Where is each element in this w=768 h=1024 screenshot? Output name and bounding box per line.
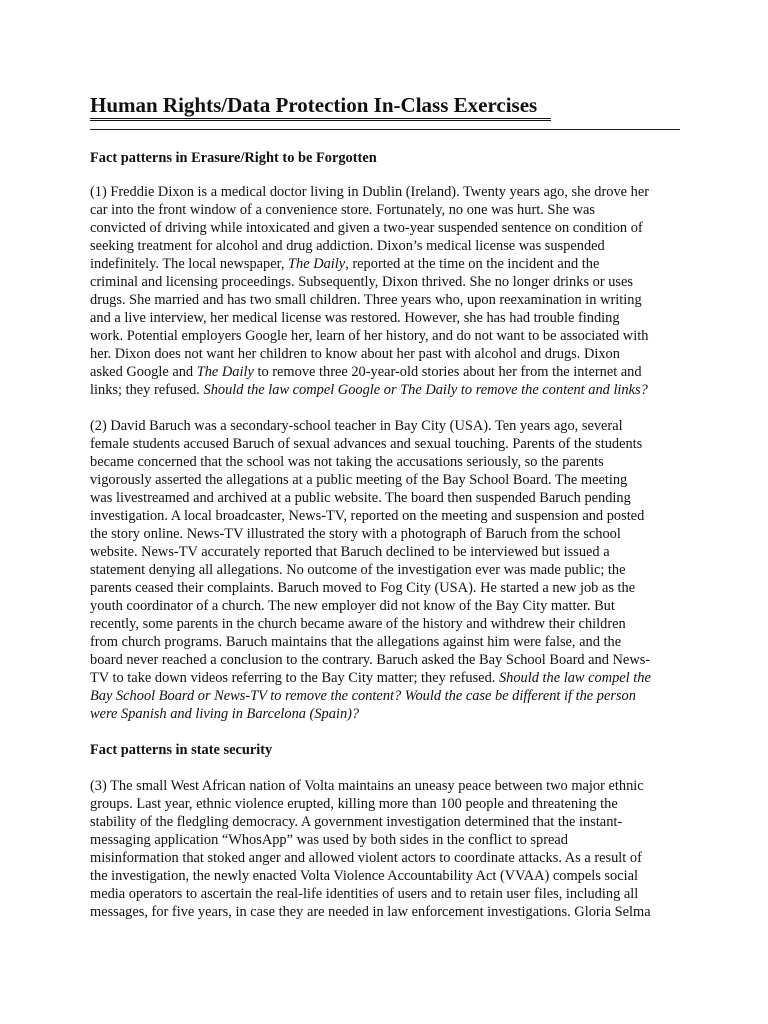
horizontal-rule	[90, 129, 680, 130]
text-line: investigation. A local broadcaster, News-TV, reported on the meeting and suspension and posted	[90, 508, 645, 524]
italic-text: The Daily	[288, 256, 346, 272]
text-segment: asked Google and	[90, 364, 197, 380]
text-line: website. News-TV accurately reported that Baruch declined to be interviewed but issued a	[90, 544, 610, 560]
text-line: messages, for five years, in case they are needed in law enforcement investigations. Gloria Selma	[90, 904, 651, 920]
text-line: seeking treatment for alcohol and drug addiction. Dixon’s medical license was suspended	[90, 238, 605, 254]
text-line: groups. Last year, ethnic violence erupted, killing more than 100 people and threatening the	[90, 796, 618, 812]
text-segment: links; they refused.	[90, 382, 204, 398]
text-line: recently, some parents in the church became aware of the history and withdrew their children	[90, 616, 626, 632]
text-line: media operators to ascertain the real-life identities of users and to retain user files, including all	[90, 886, 639, 902]
italic-text: Bay School Board or News-TV to remove the content? Would the case be different if the person	[90, 688, 636, 704]
text-line: vigorously asserted the allegations at a public meeting of the Bay School Board. The meeting	[90, 472, 628, 488]
text-line: parents ceased their complaints. Baruch moved to Fog City (USA). He started a new job as the	[90, 580, 636, 596]
section-heading-erasure: Fact patterns in Erasure/Right to be Forgotten	[90, 150, 377, 166]
text-line: convicted of driving while intoxicated and given a two-year suspended sentence on condition of	[90, 220, 643, 236]
text-line	[90, 687, 682, 705]
text-segment: indefinitely. The local newspaper,	[90, 256, 289, 272]
text-line	[90, 363, 682, 381]
text-line: youth coordinator of a church. The new employer did not know of the Bay City matter. But	[90, 598, 615, 614]
text-line: car into the front window of a convenience store. Fortunately, no one was hurt. She was	[90, 202, 595, 218]
fact-pattern-2	[90, 417, 682, 723]
text-line	[90, 381, 682, 399]
text-line: misinformation that stoked anger and allowed violent actors to coordinate attacks. As a result of	[90, 850, 642, 866]
italic-text: were Spanish and living in Barcelona (Spain)?	[90, 706, 360, 722]
text-line: her. Dixon does not want her children to know about her past with alcohol and drugs. Dixon	[90, 346, 620, 362]
text-line: female students accused Baruch of sexual advances and sexual touching. Parents of the students	[90, 436, 643, 452]
section-heading-state-security: Fact patterns in state security	[90, 742, 273, 758]
text-segment: to remove three 20-year-old stories about her from the internet and	[253, 364, 642, 380]
text-line: stability of the fledgling democracy. A government investigation determined that the instant-	[90, 814, 623, 830]
text-line: and a live interview, her medical license was restored. However, she has had trouble finding	[90, 310, 620, 326]
text-line: statement denying all allegations. No outcome of the investigation ever was made public; the	[90, 562, 626, 578]
text-line: drugs. She married and has two small children. Three years who, upon reexamination in writing	[90, 292, 642, 308]
text-line: messaging application “WhosApp” was used by both sides in the conflict to spread	[90, 832, 568, 848]
text-line: became concerned that the school was not taking the accusations seriously, so the parents	[90, 454, 604, 470]
document-body	[90, 146, 682, 939]
italic-text: Should the law compel Google or The Daily to remove the content and links?	[203, 382, 648, 398]
text-segment: TV to take down videos referring to the Bay City matter; they refused.	[90, 670, 499, 686]
text-line	[90, 669, 682, 687]
text-line: criminal and licensing proceedings. Subsequently, Dixon thrived. She no longer drinks or uses	[90, 274, 634, 290]
italic-text: Should the law compel the	[498, 670, 651, 686]
text-line: the investigation, the newly enacted Volta Violence Accountability Act (VVAA) compels social	[90, 868, 638, 884]
text-line: was livestreamed and archived at a public website. The board then suspended Baruch pending	[90, 490, 631, 506]
text-line: the story online. News-TV illustrated the story with a photograph of Baruch from the school	[90, 526, 621, 542]
document-title: Human Rights/Data Protection In-Class Exercises	[90, 93, 538, 117]
fact-pattern-1	[90, 183, 682, 399]
title-underline	[90, 118, 551, 121]
fact-pattern-3	[90, 777, 682, 921]
text-line: work. Potential employers Google her, learn of her history, and do not want to be associated with	[90, 328, 649, 344]
text-line: (2) David Baruch was a secondary-school teacher in Bay City (USA). Ten years ago, several	[90, 418, 623, 434]
text-line: (3) The small West African nation of Volta maintains an uneasy peace between two major ethnic	[90, 778, 644, 794]
text-line	[90, 255, 682, 273]
text-segment: , reported at the time on the incident and the	[345, 256, 600, 272]
italic-text: The Daily	[196, 364, 254, 380]
text-line: from church programs. Baruch maintains that the allegations against him were false, and the	[90, 634, 622, 650]
text-line: board never reached a conclusion to the contrary. Baruch asked the Bay School Board and News-	[90, 652, 651, 668]
text-line	[90, 705, 682, 723]
text-line: (1) Freddie Dixon is a medical doctor living in Dublin (Ireland). Twenty years ago, she drove her	[90, 184, 650, 200]
